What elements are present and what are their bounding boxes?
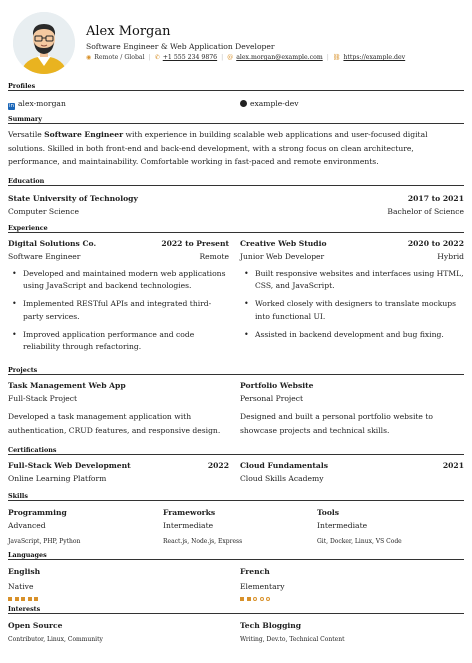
rating-dot-filled xyxy=(247,597,251,601)
rating-dot-empty xyxy=(260,597,264,601)
rating-dot-filled xyxy=(34,597,38,601)
language-name: French xyxy=(240,567,270,576)
github-icon xyxy=(240,100,247,107)
company-name: Digital Solutions Co. xyxy=(8,239,97,248)
certification-issuer: Cloud Skills Academy xyxy=(240,474,324,483)
summary-highlight: Software Engineer xyxy=(44,130,124,139)
language-level: Elementary xyxy=(240,582,285,591)
rating-dot-filled xyxy=(28,597,32,601)
section-heading: Projects xyxy=(8,366,464,375)
summary-section xyxy=(8,115,464,169)
interest-keywords: Contributor, Linux, Community xyxy=(8,636,103,643)
divider: | xyxy=(148,54,151,61)
skills-section xyxy=(8,492,464,548)
website-link[interactable]: https://example.dev xyxy=(343,54,406,61)
summary-body: with experience in building scalable web applications and user-focused digital solutions. Skilled in both front-end and back-end development, with a strong focus on clean architecture, performance, and maintainability. Comfortable working in fast-paced and remote environments. xyxy=(8,130,428,166)
list-item: • Developed and maintained modern web applications using JavaScript and backend technologies. xyxy=(8,268,229,292)
section-heading: Profiles xyxy=(8,82,464,91)
summary-text xyxy=(8,128,464,169)
job-role: Software Engineer xyxy=(8,252,81,261)
languages-section xyxy=(8,551,464,605)
interest-name: Open Source xyxy=(8,621,63,630)
project-name: Task Management Web App xyxy=(8,381,126,390)
skill-keywords: JavaScript, PHP, Python xyxy=(8,538,81,545)
language-name: English xyxy=(8,567,41,576)
skill-level: Intermediate xyxy=(163,521,214,530)
contact-line xyxy=(86,54,405,61)
list-item: • Assisted in backend development and bug fixing. xyxy=(240,329,464,341)
at-icon: @ xyxy=(227,54,234,61)
email-link[interactable]: alex.morgan@example.com xyxy=(236,54,323,61)
section-heading: Education xyxy=(8,177,464,186)
full-name: Alex Morgan xyxy=(86,24,171,39)
language-level: Native xyxy=(8,582,34,591)
job-highlights xyxy=(8,268,229,359)
location-text: Remote / Global xyxy=(94,54,145,61)
job-title: Software Engineer & Web Application Developer xyxy=(86,42,275,51)
job-role: Junior Web Developer xyxy=(240,252,325,261)
certifications-section xyxy=(8,446,464,490)
phone-icon: ✆ xyxy=(154,54,160,61)
profiles-section xyxy=(8,82,464,112)
section-heading: Summary xyxy=(8,115,464,124)
certification-year: 2021 xyxy=(442,461,464,470)
job-dates: 2020 to 2022 xyxy=(407,239,464,248)
interests-section xyxy=(8,605,464,649)
school-name: State University of Technology xyxy=(8,194,138,203)
section-heading: Certifications xyxy=(8,446,464,455)
project-name: Portfolio Website xyxy=(240,381,314,390)
job-highlights xyxy=(240,268,464,347)
github-handle: example-dev xyxy=(250,99,299,108)
education-section xyxy=(8,177,464,221)
certification-name: Cloud Fundamentals xyxy=(240,461,328,470)
avatar xyxy=(13,12,75,74)
link-icon: ⛓ xyxy=(332,54,341,61)
rating-dot-filled xyxy=(21,597,25,601)
avatar-illustration xyxy=(13,12,75,74)
linkedin-icon: in xyxy=(8,103,14,109)
list-item: • Worked closely with designers to translate mockups into functional UI. xyxy=(240,298,464,322)
section-heading: Skills xyxy=(8,492,464,501)
degree: Bachelor of Science xyxy=(387,207,464,216)
job-mode: Remote xyxy=(199,252,229,261)
skill-name: Frameworks xyxy=(163,508,216,517)
experience-section xyxy=(8,224,464,364)
rating-dot-empty xyxy=(266,597,270,601)
interest-keywords: Writing, Dev.to, Technical Content xyxy=(240,636,345,643)
job-mode: Hybrid xyxy=(437,252,464,261)
list-item: • Built responsive websites and interfaces using HTML, CSS, and JavaScript. xyxy=(240,268,464,292)
skill-keywords: React.js, Node.js, Express xyxy=(163,538,243,545)
skill-level: Intermediate xyxy=(317,521,368,530)
company-name: Creative Web Studio xyxy=(240,239,327,248)
skill-level: Advanced xyxy=(8,521,46,530)
map-pin-icon: ◉ xyxy=(86,54,92,61)
certification-name: Full-Stack Web Development xyxy=(8,461,131,470)
summary-lead: Versatile xyxy=(8,130,45,139)
skill-name: Programming xyxy=(8,508,67,517)
skill-name: Tools xyxy=(317,508,340,517)
certification-year: 2022 xyxy=(207,461,229,470)
job-dates: 2022 to Present xyxy=(161,239,229,248)
skill-keywords: Git, Docker, Linux, VS Code xyxy=(317,538,402,545)
language-rating xyxy=(240,596,273,601)
divider: | xyxy=(326,54,329,61)
language-rating xyxy=(8,596,41,601)
phone-link[interactable]: +1 555 234 9876 xyxy=(162,54,218,61)
interest-name: Tech Blogging xyxy=(240,621,302,630)
project-description: Developed a task management application with authentication, CRUD features, and responsive design. xyxy=(8,412,221,435)
list-item: • Implemented RESTful APIs and integrated third-party services. xyxy=(8,298,229,322)
section-heading: Languages xyxy=(8,551,464,560)
resume-header xyxy=(8,10,464,76)
field-of-study: Computer Science xyxy=(8,207,79,216)
rating-dot-filled xyxy=(240,597,244,601)
project-type: Full-Stack Project xyxy=(8,394,78,403)
certification-issuer: Online Learning Platform xyxy=(8,474,107,483)
project-type: Personal Project xyxy=(240,394,304,403)
list-item: • Improved application performance and code reliability through refactoring. xyxy=(8,329,229,353)
project-description: Designed and built a personal portfolio website to showcase projects and technical skills. xyxy=(240,412,433,435)
education-dates: 2017 to 2021 xyxy=(407,194,464,203)
divider: | xyxy=(221,54,224,61)
rating-dot-filled xyxy=(15,597,19,601)
linkedin-handle: alex-morgan xyxy=(18,99,66,108)
rating-dot-empty xyxy=(253,597,257,601)
rating-dot-filled xyxy=(8,597,12,601)
linkedin-profile[interactable] xyxy=(8,99,66,110)
projects-section xyxy=(8,366,464,442)
section-heading: Interests xyxy=(8,605,464,614)
github-profile[interactable] xyxy=(240,99,299,108)
section-heading: Experience xyxy=(8,224,464,233)
